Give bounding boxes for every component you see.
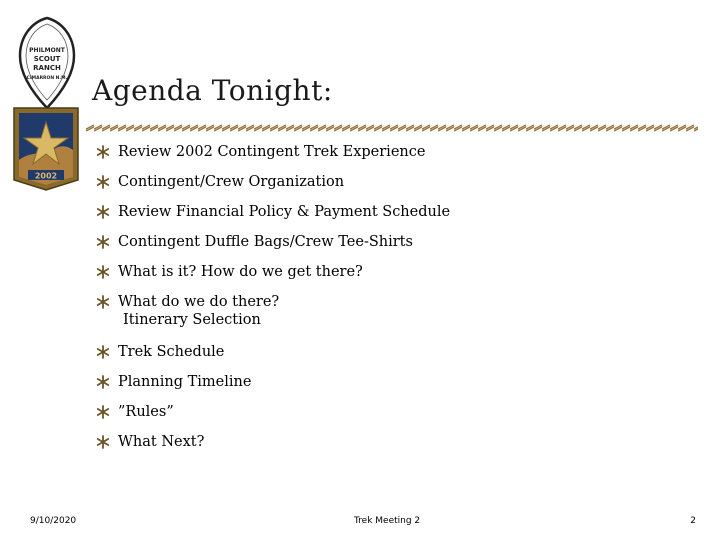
asterisk-bullet-icon xyxy=(96,265,110,279)
agenda-item xyxy=(96,343,450,373)
agenda-item-text: What Next? xyxy=(118,434,205,450)
asterisk-bullet-icon xyxy=(96,435,110,449)
agenda-subitem-text: Itinerary Selection xyxy=(123,312,261,328)
agenda-item-text: What do we do there? xyxy=(118,294,280,310)
agenda-item xyxy=(96,233,450,263)
agenda-item xyxy=(96,403,450,433)
agenda-item xyxy=(96,293,450,343)
agenda-item-text: Trek Schedule xyxy=(118,344,225,360)
logo-line2: SCOUT xyxy=(33,55,61,63)
agenda-item xyxy=(96,173,450,203)
slide-title: Agenda Tonight: xyxy=(92,74,333,107)
footer-date: 9/10/2020 xyxy=(30,516,77,526)
patch-year: 2002 xyxy=(34,171,58,181)
agenda-item-text: ”Rules” xyxy=(118,404,174,420)
agenda-item-text: What is it? How do we get there? xyxy=(118,264,363,280)
agenda-item-text: Contingent/Crew Organization xyxy=(118,174,345,190)
logo-line4: CIMARRON N.M. xyxy=(26,76,68,81)
philmont-logo xyxy=(14,16,80,112)
agenda-item-text: Review Financial Policy & Payment Schedule xyxy=(118,204,451,220)
contingent-patch xyxy=(10,100,82,192)
page-number: 2 xyxy=(690,516,696,526)
agenda-item xyxy=(96,203,450,233)
asterisk-bullet-icon xyxy=(96,175,110,189)
agenda-item xyxy=(96,373,450,403)
asterisk-bullet-icon xyxy=(96,205,110,219)
asterisk-bullet-icon xyxy=(96,295,110,309)
logo-line3: RANCH xyxy=(33,64,61,72)
agenda-item xyxy=(96,263,450,293)
arrowhead-shape xyxy=(20,18,74,108)
agenda-item-text: Review 2002 Contingent Trek Experience xyxy=(118,144,426,160)
asterisk-bullet-icon xyxy=(96,375,110,389)
footer-title: Trek Meeting 2 xyxy=(354,516,421,526)
rope-divider xyxy=(86,123,698,133)
asterisk-bullet-icon xyxy=(96,145,110,159)
agenda-item-text: Planning Timeline xyxy=(118,374,252,390)
asterisk-bullet-icon xyxy=(96,235,110,249)
agenda-list xyxy=(96,143,450,463)
agenda-item-text: Contingent Duffle Bags/Crew Tee-Shirts xyxy=(118,234,413,250)
agenda-item xyxy=(96,433,450,463)
asterisk-bullet-icon xyxy=(96,345,110,359)
logo-line1: PHILMONT xyxy=(29,47,65,54)
asterisk-bullet-icon xyxy=(96,405,110,419)
agenda-item xyxy=(96,143,450,173)
